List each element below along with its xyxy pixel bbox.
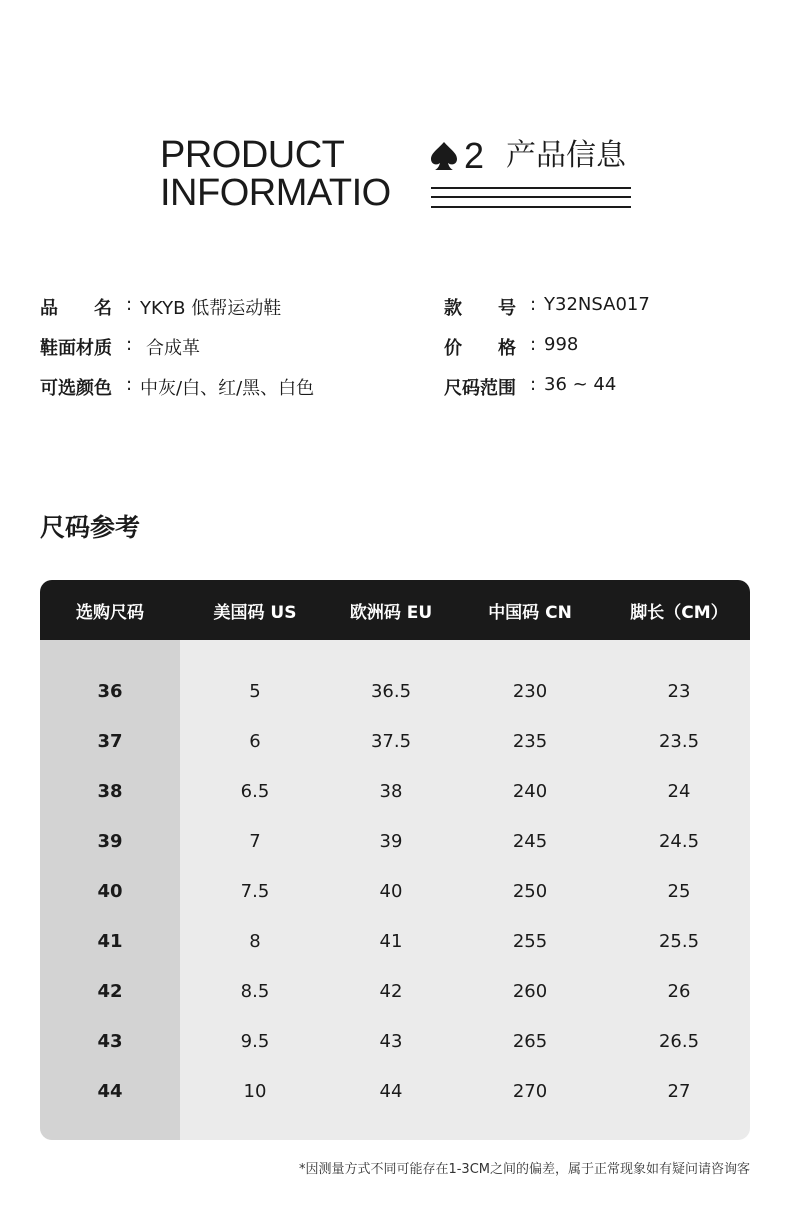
table-cell: 39 [97, 830, 123, 852]
header-size: 选购尺码 [76, 602, 144, 623]
table-cell: 10 [243, 1080, 267, 1102]
section-number: 2 [464, 135, 485, 176]
table-cell: 42 [97, 980, 123, 1002]
table-cell: 37 [97, 730, 123, 752]
spade-icon [430, 140, 458, 172]
info-label: 鞋面材质 [40, 338, 112, 359]
table-cell: 270 [512, 1080, 548, 1102]
table-row [40, 916, 750, 966]
table-cell: 26 [667, 980, 691, 1002]
title-en-line1: PRODUCT [160, 134, 345, 176]
info-label: 品 名 [40, 298, 112, 319]
info-label: 款 号 [444, 298, 516, 319]
info-item-price [444, 334, 750, 360]
info-colon: : [126, 374, 133, 395]
info-value: 中灰/白、红/黑、白色 [140, 378, 315, 399]
title-rule-2 [431, 196, 631, 198]
table-cell: 260 [512, 980, 548, 1002]
table-cell: 9.5 [240, 1030, 270, 1052]
size-table-header [40, 580, 750, 640]
info-label: 价 格 [444, 338, 516, 359]
header-cn: 中国码 CN [488, 602, 572, 623]
table-cell: 41 [379, 930, 403, 952]
table-cell: 8.5 [240, 980, 270, 1002]
product-info-list [40, 287, 750, 407]
table-cell: 38 [97, 780, 123, 802]
info-label: 可选颜色 [40, 378, 112, 399]
table-cell: 43 [379, 1030, 403, 1052]
info-row [40, 367, 750, 407]
table-cell: 24 [667, 780, 691, 802]
info-value: 36 ~ 44 [544, 374, 617, 395]
table-cell: 230 [512, 680, 548, 702]
info-item-size-range [444, 374, 750, 400]
info-item-colors [40, 374, 444, 400]
table-cell: 245 [512, 830, 548, 852]
info-label: 尺码范围 [444, 378, 516, 399]
table-cell: 36 [97, 680, 123, 702]
table-row [40, 666, 750, 716]
table-cell: 8 [249, 930, 261, 952]
table-cell: 44 [379, 1080, 403, 1102]
info-colon: : [530, 334, 537, 355]
header-us: 美国码 US [213, 602, 297, 623]
table-cell: 37.5 [370, 730, 412, 752]
table-cell: 40 [379, 880, 403, 902]
table-cell: 250 [512, 880, 548, 902]
size-reference-title: 尺码参考 [40, 513, 141, 542]
table-row [40, 766, 750, 816]
table-cell: 36.5 [370, 680, 412, 702]
info-item-material [40, 334, 444, 360]
table-row [40, 966, 750, 1016]
table-cell: 38 [379, 780, 403, 802]
table-row [40, 1066, 750, 1116]
info-item-name [40, 294, 444, 320]
table-cell: 26.5 [658, 1030, 700, 1052]
info-value: 998 [544, 334, 579, 355]
size-table [40, 580, 750, 1140]
info-colon: : [530, 374, 537, 395]
table-cell: 7 [249, 830, 261, 852]
table-cell: 265 [512, 1030, 548, 1052]
table-cell: 41 [97, 930, 123, 952]
title-rule-1 [431, 187, 631, 189]
table-cell: 23 [667, 680, 691, 702]
table-cell: 255 [512, 930, 548, 952]
title-en [160, 136, 391, 212]
info-value: 合成革 [146, 338, 200, 359]
table-cell: 39 [379, 830, 403, 852]
size-table-body [40, 666, 750, 1116]
table-cell: 7.5 [240, 880, 270, 902]
table-cell: 5 [249, 680, 261, 702]
table-cell: 25.5 [658, 930, 700, 952]
table-cell: 25 [667, 880, 691, 902]
title-cn: 产品信息 [506, 138, 627, 173]
info-value: Y32NSA017 [544, 294, 650, 315]
info-colon: : [126, 294, 133, 315]
measurement-note: *因测量方式不同可能存在1-3CM之间的偏差，属于正常现象如有疑问请咨询客 [298, 1162, 750, 1177]
table-row [40, 716, 750, 766]
product-info-header [160, 136, 640, 216]
table-cell: 240 [512, 780, 548, 802]
table-cell: 27 [667, 1080, 691, 1102]
title-cn-row [430, 136, 626, 176]
info-colon: : [126, 334, 133, 355]
table-cell: 42 [379, 980, 403, 1002]
info-colon: : [530, 294, 537, 315]
table-cell: 43 [97, 1030, 123, 1052]
table-cell: 6.5 [240, 780, 270, 802]
table-cell: 24.5 [658, 830, 700, 852]
table-cell: 23.5 [658, 730, 700, 752]
table-cell: 40 [97, 880, 123, 902]
info-item-style-no [444, 294, 750, 320]
header-eu: 欧洲码 EU [349, 602, 433, 623]
info-value: YKYB 低帮运动鞋 [140, 298, 282, 319]
title-rule-3 [431, 206, 631, 208]
table-cell: 6 [249, 730, 261, 752]
info-row [40, 287, 750, 327]
table-row [40, 1016, 750, 1066]
table-row [40, 816, 750, 866]
title-en-line2: INFORMATIO [160, 172, 391, 214]
table-row [40, 866, 750, 916]
table-cell: 44 [97, 1080, 123, 1102]
header-foot-length: 脚长（CM） [630, 602, 728, 623]
table-cell: 235 [512, 730, 548, 752]
info-row [40, 327, 750, 367]
